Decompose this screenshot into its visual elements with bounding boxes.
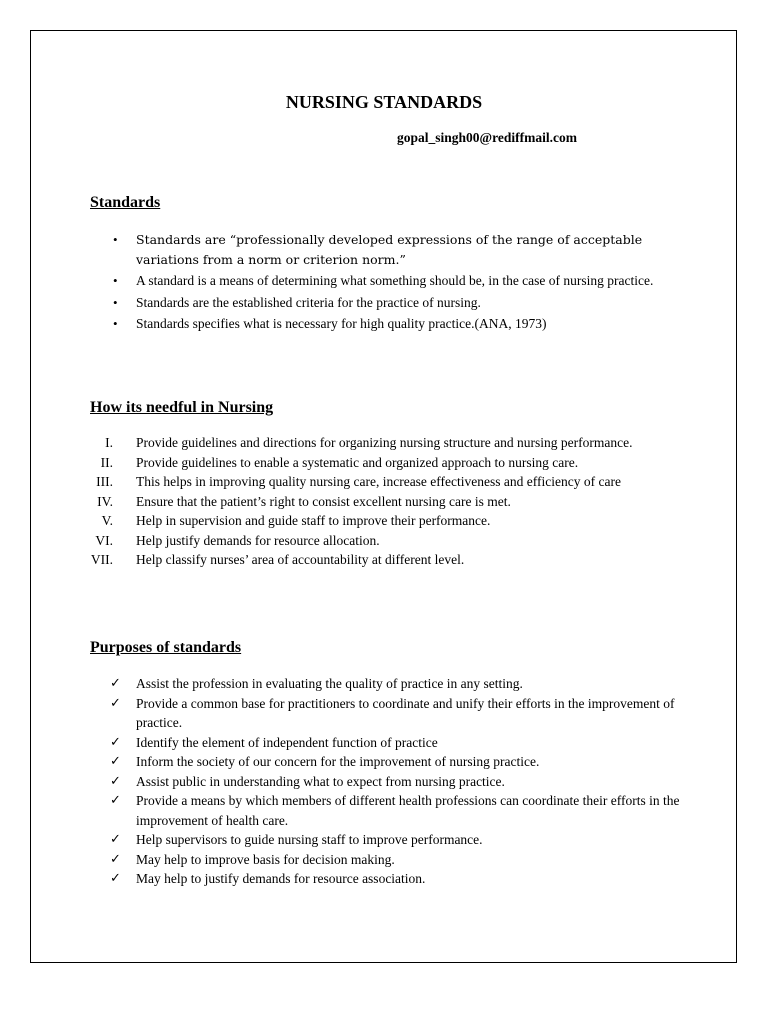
list-marker: III. [96,474,113,489]
list-item: I. Provide guidelines and directions for organizing nursing structure and nursing performance. [0,433,768,453]
list-item: ✓ May help to justify demands for resource association. [0,869,768,889]
list-item: • Standards are the established criteria for the practice of nursing. [0,293,768,313]
list-item: ✓ May help to improve basis for decision making. [0,850,768,870]
standards-list [0,230,768,334]
author-email: gopal_singh00@rediffmail.com [397,130,577,145]
list-item: • Standards specifies what is necessary for high quality practice.(ANA, 1973) [0,314,768,334]
checkmark-icon: ✓ [110,832,121,847]
list-item: ✓ Provide a common base for practitioners to coordinate and unify their efforts in the improvement of practice. [110,695,675,730]
checkmark-icon: ✓ [110,851,121,867]
checkmark-icon: ✓ [110,793,121,808]
list-item: • A standard is a means of determining what something should be, in the case of nursing practice. [0,271,768,291]
list-item: VII. Help classify nurses’ area of accountability at different level. [0,550,768,570]
bullet-icon: • [113,294,118,310]
list-item: ✓ Assist the profession in evaluating the quality of practice in any setting. [0,674,768,694]
purposes-list [0,674,768,889]
purposes-heading: Purposes of standards [90,639,242,656]
needful-list [0,433,768,570]
checkmark-icon: ✓ [110,676,121,691]
list-item: IV. Ensure that the patient’s right to consist excellent nursing care is met. [0,492,768,512]
list-item: ✓ Help supervisors to guide nursing staff to improve performance. [0,830,768,850]
bullet-icon: • [113,316,118,331]
list-item: • Standards are “professionally developed expressions of the range of acceptable variations from a norm or criterion norm.” [113,232,643,267]
list-marker: VII. [90,552,113,567]
checkmark-icon: ✓ [110,773,121,789]
list-marker: I. [105,435,113,450]
list-item: V. Help in supervision and guide staff to improve their performance. [0,511,768,531]
list-marker: II. [100,454,113,470]
list-item: VI. Help justify demands for resource allocation. [0,531,768,551]
list-item: ✓ Identify the element of independent function of practice [0,733,768,753]
list-item: II. Provide guidelines to enable a systematic and organized approach to nursing care. [0,453,768,473]
list-item: ✓ Assist public in understanding what to expect from nursing practice. [0,772,768,792]
checkmark-icon: ✓ [110,754,121,769]
bullet-icon: • [113,232,118,247]
list-item: ✓ Inform the society of our concern for the improvement of nursing practice. [0,752,768,772]
checkmark-icon: ✓ [110,871,121,886]
checkmark-icon: ✓ [110,734,121,750]
list-item: ✓ Provide a means by which members of different health professions can coordinate their efforts in the improvement of health care. [110,793,680,828]
list-marker: VI. [95,532,113,548]
checkmark-icon: ✓ [110,695,121,711]
list-marker: IV. [97,493,113,509]
list-marker: V. [101,513,113,528]
list-item: III. This helps in improving quality nursing care, increase effectiveness and efficiency of care [0,472,768,492]
document-title: NURSING STANDARDS [285,92,483,112]
needful-heading: How its needful in Nursing [90,399,274,416]
bullet-icon: • [113,273,118,288]
standards-heading: Standards [90,194,161,211]
